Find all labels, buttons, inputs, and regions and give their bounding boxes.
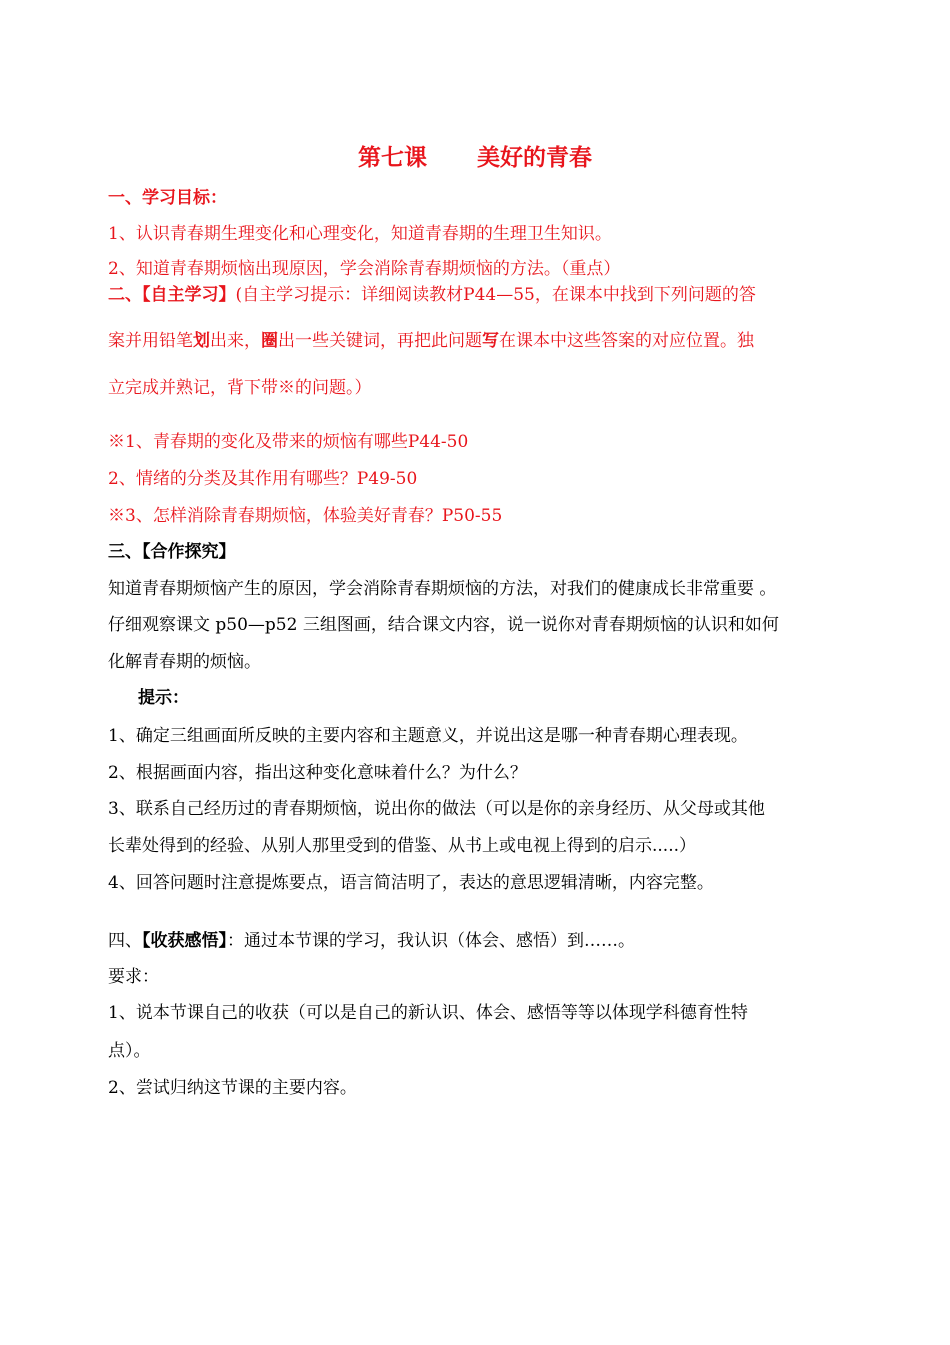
tip-item-3: 3、联系自己经历过的青春期烦恼，说出你的做法（可以是你的亲身经历、从父母或其他 [108, 799, 765, 819]
tip-label: 提示： [138, 688, 189, 708]
section4-prefix: 四、 [108, 931, 142, 951]
section3-heading: 三、【合作探究】 [108, 542, 236, 562]
goal-item-2: 2、知道青春期烦恼出现原因，学会消除青春期烦恼的方法。（重点） [108, 259, 621, 279]
section3-paragraph-3: 化解青春期的烦恼。 [108, 652, 261, 672]
section3-paragraph-1: 知道青春期烦恼产生的原因，学会消除青春期烦恼的方法，对我们的健康成长非常重要 。 [108, 579, 777, 599]
requirement-label: 要求： [108, 967, 159, 987]
requirement-item-1-cont: 点）。 [108, 1041, 151, 1061]
hint-text: 在课本中这些答案的对应位置。独 [499, 331, 754, 351]
tip-item-1: 1、确定三组画面所反映的主要内容和主题意义，并说出这是哪一种青春期心理表现。 [108, 726, 748, 746]
question-2: 2、情绪的分类及其作用有哪些？P49-50 [108, 469, 418, 489]
section2-line3: 立完成并熟记，背下带※的问题。） [108, 378, 372, 398]
keyword-xie: 写 [482, 331, 499, 351]
hint-text: 出一些关键词，再把此问题 [278, 331, 482, 351]
section4-text: ：通过本节课的学习，我认识（体会、感悟）到……。 [227, 931, 635, 951]
section4-heading: 【收获感悟】 [142, 931, 227, 951]
lesson-name: 美好的青春 [477, 144, 592, 171]
tip-item-4: 4、回答问题时注意提炼要点，语言简洁明了，表达的意思逻辑清晰，内容完整。 [108, 873, 714, 893]
requirement-item-1: 1、说本节课自己的收获（可以是自己的新认识、体会、感悟等等以体现学科德育性特 [108, 1003, 748, 1023]
section4-line [108, 930, 635, 952]
keyword-quan: 圈 [261, 331, 278, 351]
question-1: ※1、青春期的变化及带来的烦恼有哪些P44-50 [108, 432, 469, 452]
tip-item-3-cont: 长辈处得到的经验、从别人那里受到的借鉴、从书上或电视上得到的启示.....） [108, 836, 697, 856]
keyword-hua: 划 [193, 331, 210, 351]
section1-heading: 一、学习目标： [108, 188, 227, 208]
question-3: ※3、怎样消除青春期烦恼，体验美好青春？P50-55 [108, 506, 503, 526]
lesson-number: 第七课 [358, 144, 427, 171]
section2-heading: 二、【自主学习】 [108, 285, 236, 305]
hint-text: 出来， [210, 331, 261, 351]
section2-hint-1: (自主学习提示：详细阅读教材P44—55，在课本中找到下列问题的答 [235, 285, 756, 305]
tip-item-2: 2、根据画面内容，指出这种变化意味着什么？为什么？ [108, 763, 527, 783]
requirement-item-2: 2、尝试归纳这节课的主要内容。 [108, 1078, 357, 1098]
section2-line2 [108, 330, 754, 352]
section2-line1 [108, 284, 756, 306]
page-title [0, 143, 950, 173]
section3-paragraph-2: 仔细观察课文 p50—p52 三组图画，结合课文内容，说一说你对青春期烦恼的认识和如何 [108, 615, 779, 635]
hint-text: 案并用铅笔 [108, 331, 193, 351]
goal-item-1: 1、认识青春期生理变化和心理变化，知道青春期的生理卫生知识。 [108, 224, 612, 244]
